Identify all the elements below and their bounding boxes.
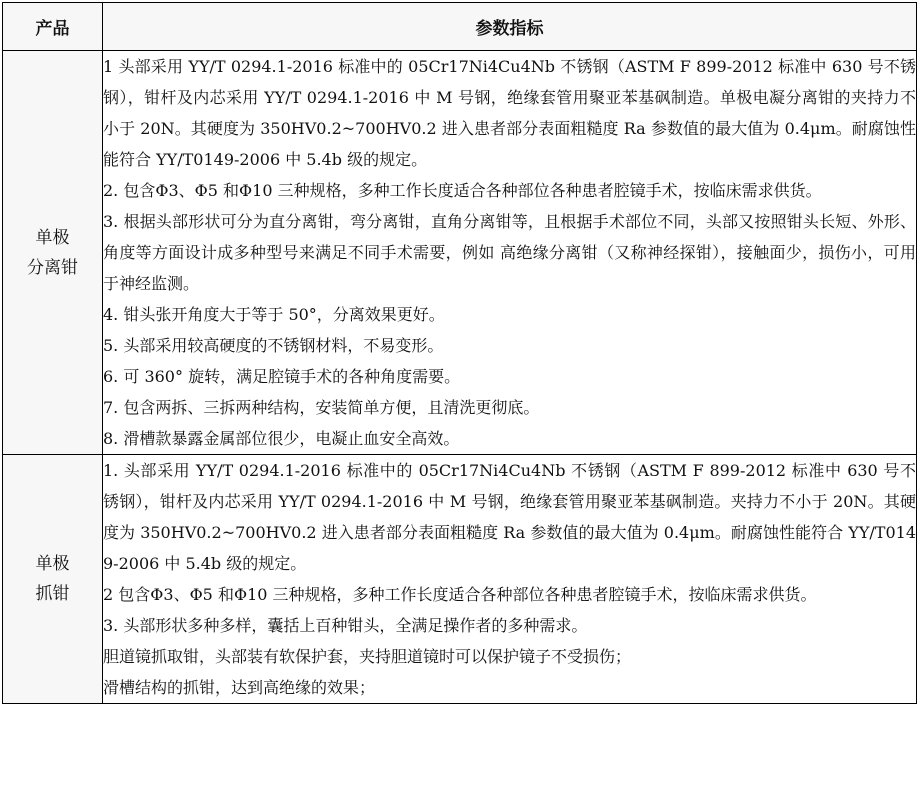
spec-item: 2. 包含Φ3、Φ5 和Φ10 三种规格，多种工作长度适合各种部位各种患者腔镜手术，按临床需求供货。 (103, 181, 822, 200)
table-row (3, 51, 917, 455)
product-name-line2: 分离钳 (27, 257, 78, 278)
spec-item: 4. 钳头张开角度大于等于 50°，分离效果更好。 (103, 305, 445, 324)
product-cell (3, 455, 103, 704)
product-name-line1: 单极 (35, 554, 70, 574)
table-header-row (3, 3, 917, 51)
spec-item: 胆道镜抓取钳，头部装有软保护套，夹持胆道镜时可以保护镜子不受损伤； (103, 647, 632, 666)
spec-item: 2 包含Φ3、Φ5 和Φ10 三种规格，多种工作长度适合各种部位各种患者腔镜手术，按临床需求供货。 (103, 585, 817, 604)
product-name-line1: 单极 (35, 227, 70, 248)
spec-table (2, 2, 917, 704)
header-product: 产品 (3, 3, 103, 51)
spec-item: 6. 可 360° 旋转，满足腔镜手术的各种角度需要。 (103, 367, 461, 386)
product-cell (3, 51, 103, 455)
spec-item: 8. 滑槽款暴露金属部位很少，电凝止血安全高效。 (103, 429, 460, 448)
product-name-line2: 抓钳 (35, 584, 70, 604)
specs-cell (103, 455, 917, 704)
spec-item: 7. 包含两拆、三拆两种结构，安装简单方便，且清洗更彻底。 (103, 398, 540, 417)
spec-item: 1. 头部采用 YY/T 0294.1-2016 标准中的 05Cr17Ni4Cu4Nb 不锈钢（ASTM F 899-2012 标准中 630 号不锈钢），钳杆及内芯采用 YY/T 0294.1-2016 中 M 号钢，绝缘套管用聚亚苯基砜制造。夹持力不小于 20N。其硬度为 350HV0.2~700HV0.2 进入患者部分表面粗糙度 Ra 参数值的最大值为 0.4μm。耐腐蚀性能符合 YY/T0149-2006 中 5.4b 级的规定。 (103, 461, 916, 573)
specs-cell (103, 51, 917, 455)
header-specs: 参数指标 (103, 3, 917, 51)
spec-item: 1 头部采用 YY/T 0294.1-2016 标准中的 05Cr17Ni4Cu4Nb 不锈钢（ASTM F 899-2012 标准中 630 号不锈钢），钳杆及内芯采用 YY/T 0294.1-2016 中 M 号钢，绝缘套管用聚亚苯基砜制造。单极电凝分离钳的夹持力不小于 20N。其硬度为 350HV0.2~700HV0.2 进入患者部分表面粗糙度 Ra 参数值的最大值为 0.4μm。耐腐蚀性能符合 YY/T0149-2006 中 5.4b 级的规定。 (103, 57, 916, 169)
spec-item: 5. 头部采用较高硬度的不锈钢材料，不易变形。 (103, 336, 444, 355)
table-row (3, 455, 917, 704)
spec-item: 滑槽结构的抓钳，达到高绝缘的效果； (103, 678, 376, 697)
spec-item: 3. 头部形状多种多样，囊括上百种钳头，全满足操作者的多种需求。 (103, 616, 588, 635)
spec-item: 3. 根据头部形状可分为直分离钳，弯分离钳，直角分离钳等，且根据手术部位不同，头部又按照钳头长短、外形、角度等方面设计成多种型号来满足不同手术需要，例如 高绝缘分离钳（又称神经探钳），接触面少，损伤小，可用于神经监测。 (103, 212, 916, 293)
